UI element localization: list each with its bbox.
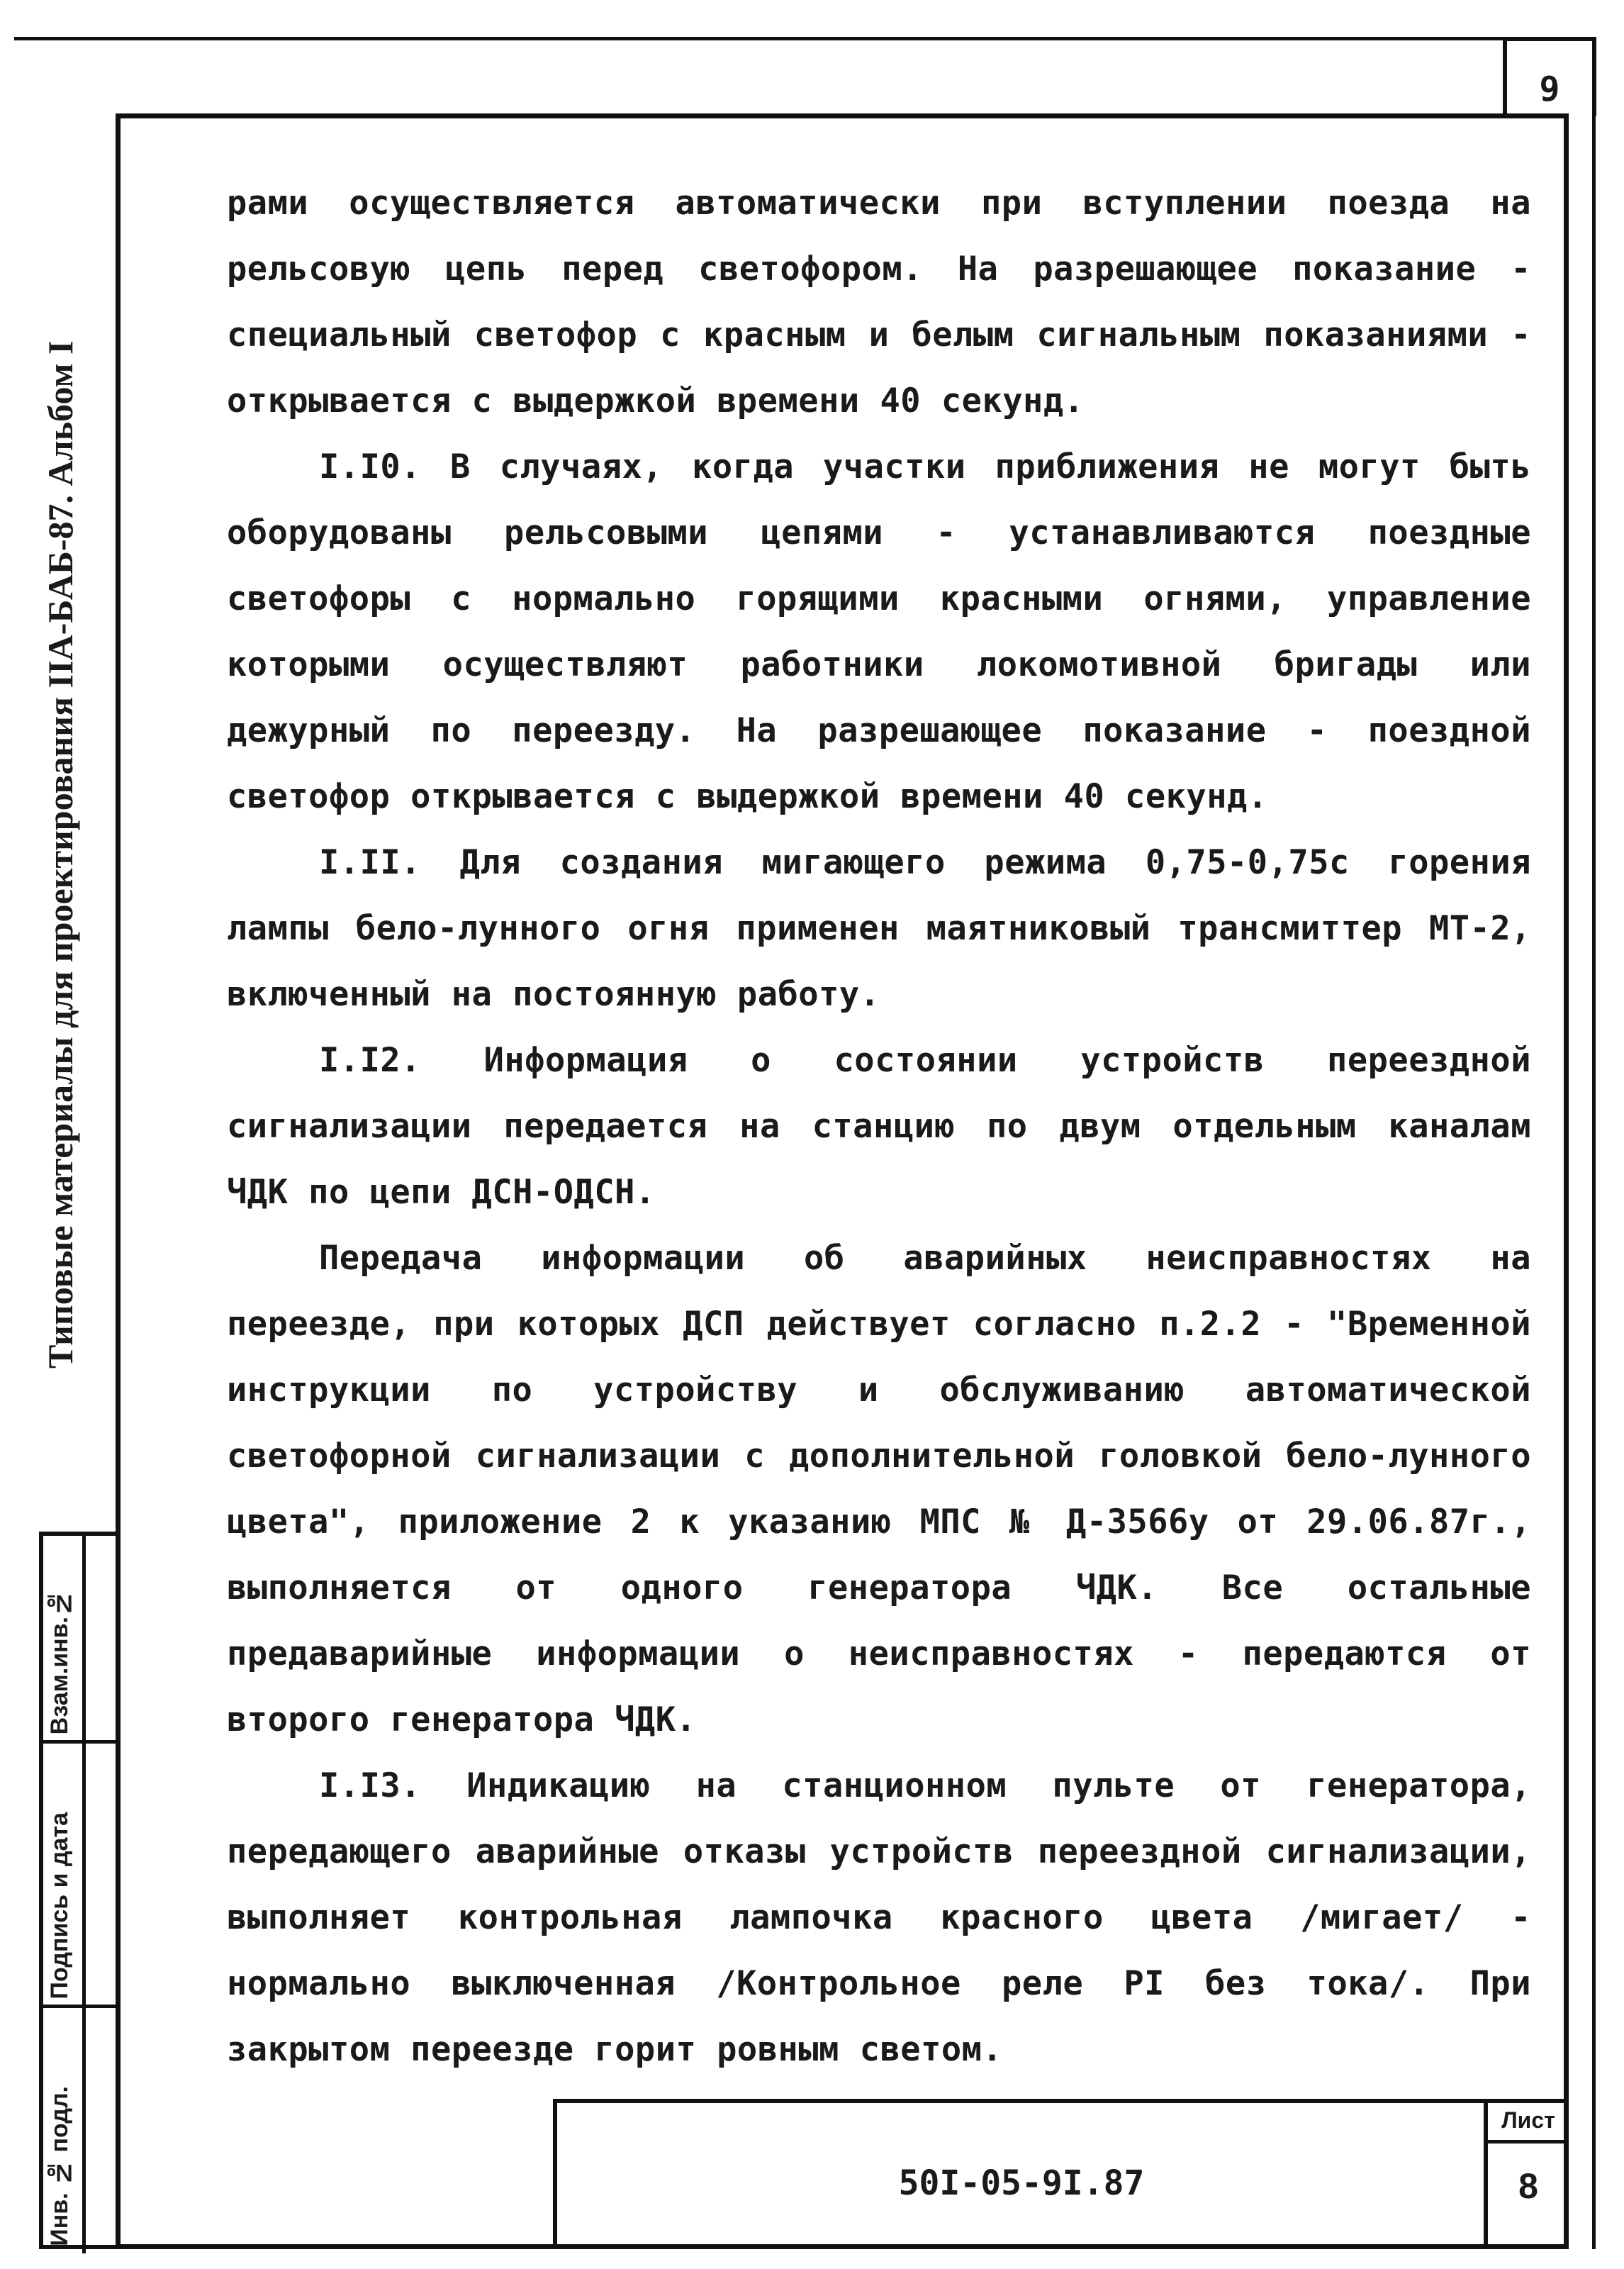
sheet-separator — [1488, 2140, 1569, 2143]
album-side-title: Типовые материалы для проектирования IIA-БАБ-87. Альбом I — [40, 340, 80, 1368]
sheet-label: Лист — [1501, 2107, 1555, 2133]
paragraph-1: рами осуществляется автоматически при вступлении поезда на рельсовую цепь перед светофором. На разрешающее показание - специальный светофор с красным и белым сигнальным показаниями - открывается с выдержкой времени 40 секунд. — [227, 184, 1531, 420]
paragraph-1-10: I.I0. В случаях, когда участки приближения не могут быть оборудованы рельсовыми цепями - устанавливаются поездные светофоры с нормально горящими красными огнями, управление которыми осуществляют работники локомотивной бригады или дежурный по переезду. На разрешающее показание - поездной светофор открывается с выдержкой времени 40 секунд. — [227, 447, 1531, 816]
stamp-cell-podpis-data — [43, 1744, 86, 2006]
right-border-line — [1592, 113, 1596, 2249]
sheet-column — [1484, 2103, 1569, 2249]
paragraph-info-transfer: Передача информации об аварийных неисправностях на переезде, при которых ДСП действует согласно п.2.2 - "Временной инструкции по устройству и обслуживанию автоматической светофорной сигнализации с дополнительной головкой бело-лунного цвета", приложение 2 к указанию МПС № Д-3566у от 29.06.87г., выполняется от одного генератора ЧДК. Все остальные предаварийные информации о неисправностях - передаются от второго генератора ЧДК. — [227, 1239, 1531, 1739]
stamp-label-podpis-data: Подпись и дата — [46, 1812, 73, 1999]
paragraph-1-12: I.I2. Информация о состоянии устройств переездной сигнализации передается на станцию по двум отдельным каналам ЧДК по цепи ДСН-ОДСН. — [227, 1041, 1531, 1212]
approval-stamp — [39, 1532, 116, 2249]
page-number-box — [1503, 37, 1596, 116]
stamp-label-vzam-inv: Взам.инв.№ — [46, 1589, 73, 1734]
paragraph-1-11: I.II. Для создания мигающего режима 0,75-0,75с горения лампы бело-лунного огня применен маятниковый трансмиттер МТ-2, включенный на постоянную работу. — [227, 843, 1531, 1014]
sheet-number: 8 — [1518, 2166, 1538, 2206]
top-border-line — [14, 37, 1596, 40]
stamp-label-inv-podl: Инв. № подл. — [46, 2086, 73, 2246]
title-block — [553, 2099, 1569, 2249]
paragraph-1-13: I.I3. Индикацию на станционном пульте от генератора, передающего аварийные отказы устройств переездной сигнализации, выполняет контрольная лампочка красного цвета /мигает/ - нормально выключенная /Контрольное реле PI без тока/. При закрытом переезде горит ровным светом. — [227, 1766, 1531, 2069]
stamp-cell-inv-podl — [43, 2008, 86, 2253]
document-code: 50I-05-9I.87 — [898, 2163, 1145, 2203]
document-body — [227, 170, 1531, 2083]
stamp-cell-vzam-inv — [43, 1536, 86, 1741]
page-number: 9 — [1539, 69, 1560, 109]
